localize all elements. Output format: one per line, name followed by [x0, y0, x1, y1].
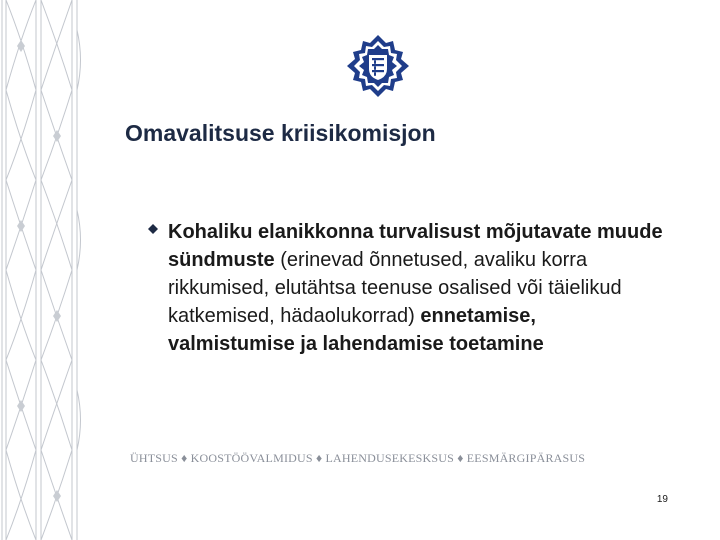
bullet-text-bold-1: Kohaliku elanikkonna turvalisust mõjutavate muude sündmuste [168, 221, 663, 271]
footer-separator-icon: ♦ [181, 451, 188, 465]
footer-value-item: EESMÄRGIPÄRASUS [466, 451, 586, 465]
footer-value-item: ÜHTSUS [130, 451, 178, 465]
slide-title: Omavalitsuse kriisikomisjon [125, 120, 436, 146]
bullet-text [168, 218, 668, 358]
decorative-border-ornament [0, 0, 90, 540]
footer-values-line [130, 451, 585, 466]
footer-separator-icon: ♦ [457, 451, 464, 465]
footer-value-item: LAHENDUSEKESKSUS [325, 451, 455, 465]
page-number: 19 [656, 494, 668, 505]
bullet-text-normal: (erinevad õnnetused, avaliku korra rikkumised, elutähtsa teenuse osalised või täielikud katkemised, hädaolukorrad) [168, 249, 622, 327]
footer-separator-icon: ♦ [315, 451, 323, 465]
footer-value-item: KOOSTÖÖVALMIDUS [190, 451, 313, 465]
estonian-coat-of-arms-icon [345, 33, 411, 99]
bullet-text-bold-2: ennetamise, valmistumise ja lahendamise toetamine [168, 305, 544, 355]
diamond-bullet-icon [148, 224, 158, 234]
